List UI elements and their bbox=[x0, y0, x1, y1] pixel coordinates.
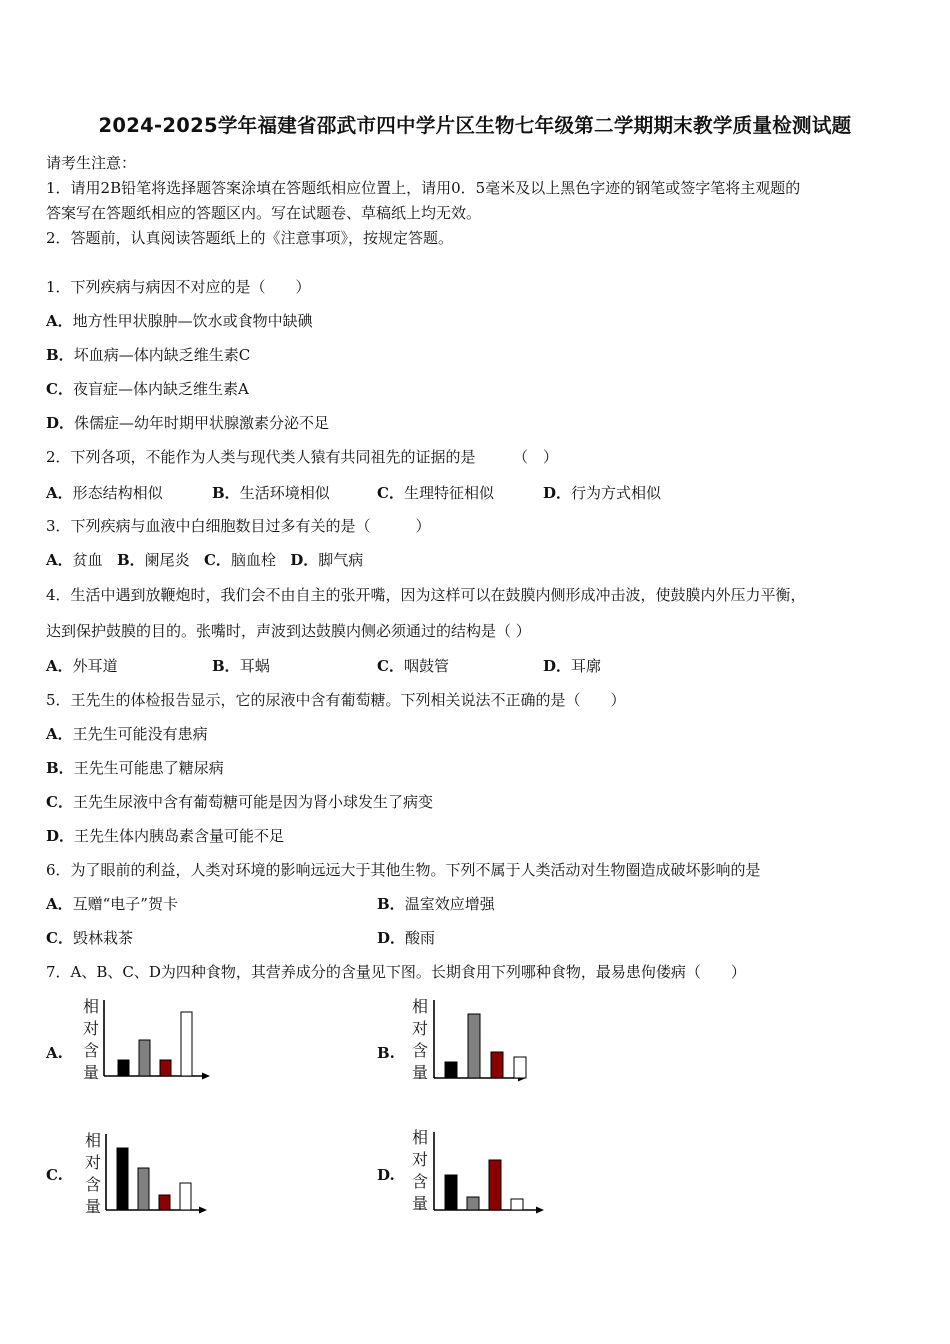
q1-stem: 1．下列疾病与病因不对应的是（ ） bbox=[46, 278, 311, 296]
q4-option-d bbox=[543, 655, 601, 676]
q5-c-text: 王先生尿液中含有葡萄糖可能是因为肾小球发生了病变 bbox=[72, 793, 433, 811]
q1-option-a bbox=[46, 310, 313, 331]
q6-option-b bbox=[377, 893, 495, 914]
q4-stem-1: 4．生活中遇到放鞭炮时，我们会不由自主的张开嘴，因为这样可以在鼓膜内侧形成冲击波，使鼓膜内外压力平衡， bbox=[46, 586, 806, 604]
chart-d-ylabel bbox=[410, 1127, 430, 1215]
q6-c-label: C． bbox=[46, 929, 73, 947]
q2-c-label: C． bbox=[377, 484, 404, 502]
chart-d-ylabel-char: 对 bbox=[411, 1150, 428, 1169]
q7-stem: 7．A、B、C、D为四种食物，其营养成分的含量见下图。长期食用下列哪种食物，最易患佝偻病（ ） bbox=[46, 963, 746, 981]
chart-a-ylabel-char: 量 bbox=[82, 1063, 99, 1082]
chart-c-bar-black bbox=[117, 1148, 128, 1210]
notice-line-3: 2．答题前，认真阅读答题纸上的《注意事项》，按规定答题。 bbox=[46, 229, 454, 247]
chart-a-ylabel-char: 对 bbox=[82, 1019, 99, 1038]
chart-d-bar-white bbox=[511, 1199, 523, 1210]
q4-a-label: A． bbox=[46, 657, 73, 675]
q1-a-text: 地方性甲状腺肿—饮水或食物中缺碘 bbox=[72, 312, 313, 330]
q1-a-label: A． bbox=[46, 312, 73, 330]
q5-option-a bbox=[46, 723, 208, 744]
q3-d-label: D． bbox=[290, 551, 319, 569]
q2-d-label: D． bbox=[543, 484, 572, 502]
q2-b-label: B． bbox=[212, 484, 240, 502]
q3-options bbox=[46, 549, 363, 570]
chart-d bbox=[432, 1130, 550, 1218]
chart-b-ylabel-char: 量 bbox=[411, 1063, 428, 1082]
q3-a-text: 贫血 bbox=[72, 551, 103, 569]
q6-b-label: B． bbox=[377, 895, 405, 913]
q3-c-label: C． bbox=[203, 551, 231, 569]
chart-c-bar-white bbox=[180, 1183, 191, 1210]
chart-a-ylabel-char: 相 bbox=[82, 997, 99, 1016]
q2-option-c bbox=[377, 482, 494, 503]
q3-stem: 3．下列疾病与血液中白细胞数目过多有关的是（ ） bbox=[46, 517, 431, 535]
q7-option-d-label: D. bbox=[377, 1166, 395, 1184]
q2-stem: 2．下列各项，不能作为人类与现代类人猿有共同祖先的证据的是 （ ） bbox=[46, 448, 559, 466]
q6-a-text: 互赠“电子”贺卡 bbox=[72, 895, 178, 913]
chart-d-ylabel-char: 相 bbox=[411, 1128, 428, 1147]
q1-d-label: D． bbox=[46, 414, 75, 432]
q4-option-c bbox=[377, 655, 449, 676]
chart-a-bar-white bbox=[181, 1012, 192, 1076]
chart-b-ylabel-char: 相 bbox=[411, 997, 428, 1016]
notice-line-2: 答案写在答题纸相应的答题区内。写在试题卷、草稿纸上均无效。 bbox=[46, 204, 482, 222]
q1-option-b bbox=[46, 344, 250, 365]
q5-option-c bbox=[46, 791, 433, 812]
chart-c-ylabel bbox=[83, 1130, 103, 1218]
q6-a-label: A． bbox=[46, 895, 73, 913]
chart-c-ylabel-char: 量 bbox=[84, 1197, 101, 1216]
q3-a-label: A． bbox=[46, 551, 73, 569]
chart-a-bar-black bbox=[118, 1060, 129, 1076]
q2-option-a bbox=[46, 482, 163, 503]
chart-a-x-axis-arrow-icon bbox=[202, 1073, 210, 1080]
q2-d-text: 行为方式相似 bbox=[571, 484, 662, 502]
q4-d-text: 耳廓 bbox=[571, 657, 602, 675]
q5-b-label: B． bbox=[46, 759, 74, 777]
chart-c-bar-red bbox=[159, 1195, 170, 1210]
chart-b-bar-red bbox=[491, 1052, 503, 1078]
notice-heading: 请考生注意： bbox=[46, 154, 137, 172]
chart-c-bar-gray bbox=[138, 1168, 149, 1210]
chart-b-ylabel bbox=[410, 996, 430, 1084]
q4-d-label: D． bbox=[543, 657, 572, 675]
q1-c-label: C． bbox=[46, 380, 73, 398]
q1-b-label: B． bbox=[46, 346, 74, 364]
q1-c-text: 夜盲症—体内缺乏维生素A bbox=[72, 380, 249, 398]
chart-b bbox=[432, 998, 532, 1086]
chart-b-ylabel-char: 含 bbox=[411, 1041, 428, 1060]
chart-d-x-axis-arrow-icon bbox=[536, 1207, 544, 1214]
q2-b-text: 生活环境相似 bbox=[239, 484, 330, 502]
q6-c-text: 毁林栽茶 bbox=[72, 929, 133, 947]
q2-a-text: 形态结构相似 bbox=[72, 484, 163, 502]
q5-a-label: A． bbox=[46, 725, 73, 743]
q6-d-text: 酸雨 bbox=[405, 929, 436, 947]
chart-b-bar-gray bbox=[468, 1014, 480, 1078]
q6-b-text: 温室效应增强 bbox=[404, 895, 495, 913]
q2-a-label: A． bbox=[46, 484, 73, 502]
q2-option-d bbox=[543, 482, 661, 503]
chart-c-ylabel-char: 对 bbox=[84, 1153, 101, 1172]
chart-a-ylabel bbox=[81, 996, 101, 1084]
q6-option-d bbox=[377, 927, 435, 948]
q4-c-label: C． bbox=[377, 657, 404, 675]
chart-c-ylabel-char: 相 bbox=[84, 1131, 101, 1150]
page-title: 2024-2025学年福建省邵武市四中学片区生物七年级第二学期期末教学质量检测试题 bbox=[98, 114, 852, 137]
q4-stem-2: 达到保护鼓膜的目的。张嘴时，声波到达鼓膜内侧必须通过的结构是（ ） bbox=[46, 622, 531, 640]
chart-c-x-axis-arrow-icon bbox=[199, 1207, 207, 1214]
q3-b-label: B． bbox=[116, 551, 145, 569]
q1-d-text: 侏儒症—幼年时期甲状腺激素分泌不足 bbox=[74, 414, 330, 432]
q3-d-text: 脚气病 bbox=[318, 551, 364, 569]
q4-option-a bbox=[46, 655, 118, 676]
q5-b-text: 王先生可能患了糖尿病 bbox=[73, 759, 224, 777]
notice-line-1: 1．请用2B铅笔将选择题答案涂填在答题纸相应位置上，请用0．5毫米及以上黑色字迹的钢笔或签字笔将主观题的 bbox=[46, 179, 801, 197]
q7-option-b-label: B. bbox=[377, 1044, 395, 1062]
q5-option-d bbox=[46, 825, 284, 846]
chart-c bbox=[104, 1132, 214, 1218]
chart-d-ylabel-char: 含 bbox=[411, 1172, 428, 1191]
q6-d-label: D． bbox=[377, 929, 406, 947]
q3-c-text: 脑血栓 bbox=[230, 551, 276, 569]
q6-stem: 6．为了眼前的利益，人类对环境的影响远远大于其他生物。下列不属于人类活动对生物圈造成破坏影响的是 bbox=[46, 861, 761, 879]
q1-b-text: 坏血病—体内缺乏维生素C bbox=[73, 346, 251, 364]
q5-option-b bbox=[46, 757, 224, 778]
q6-option-c bbox=[46, 927, 133, 948]
chart-a-bar-gray bbox=[139, 1040, 150, 1076]
chart-a-ylabel-char: 含 bbox=[82, 1041, 99, 1060]
q4-b-label: B． bbox=[212, 657, 240, 675]
q5-a-text: 王先生可能没有患病 bbox=[72, 725, 208, 743]
chart-b-bar-black bbox=[445, 1062, 457, 1078]
q4-c-text: 咽鼓管 bbox=[403, 657, 449, 675]
q4-a-text: 外耳道 bbox=[72, 657, 118, 675]
chart-c-ylabel-char: 含 bbox=[84, 1175, 101, 1194]
chart-d-ylabel-char: 量 bbox=[411, 1194, 428, 1213]
q5-stem: 5．王先生的体检报告显示，它的尿液中含有葡萄糖。下列相关说法不正确的是（ ） bbox=[46, 691, 626, 709]
chart-a-bar-red bbox=[160, 1060, 171, 1076]
q5-d-text: 王先生体内胰岛素含量可能不足 bbox=[74, 827, 285, 845]
q1-option-d bbox=[46, 412, 329, 433]
chart-b-bar-white bbox=[514, 1057, 526, 1078]
chart-d-bar-red bbox=[489, 1160, 501, 1210]
q4-b-text: 耳蜗 bbox=[239, 657, 270, 675]
q1-option-c bbox=[46, 378, 249, 399]
chart-d-bar-black bbox=[445, 1175, 457, 1210]
q2-c-text: 生理特征相似 bbox=[403, 484, 494, 502]
q2-option-b bbox=[212, 482, 330, 503]
q5-d-label: D． bbox=[46, 827, 75, 845]
chart-a bbox=[102, 998, 217, 1084]
q3-b-text: 阑尾炎 bbox=[144, 551, 190, 569]
q7-option-a-label: A. bbox=[46, 1044, 63, 1062]
chart-d-bar-gray bbox=[467, 1197, 479, 1210]
q5-c-label: C． bbox=[46, 793, 73, 811]
q6-option-a bbox=[46, 893, 178, 914]
chart-b-ylabel-char: 对 bbox=[411, 1019, 428, 1038]
q4-option-b bbox=[212, 655, 270, 676]
q7-option-c-label: C. bbox=[46, 1166, 63, 1184]
